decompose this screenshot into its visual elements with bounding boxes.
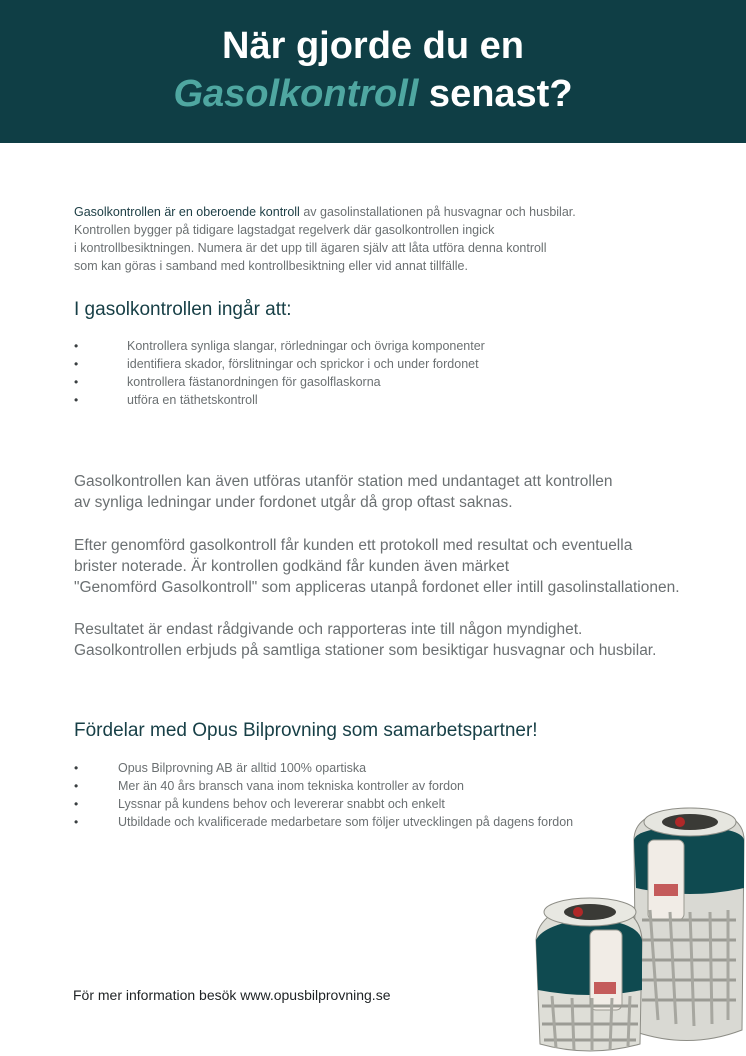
list-item: • Lyssnar på kundens behov och levererar snabbt och enkelt (118, 795, 573, 813)
paragraph-line: "Genomförd Gasolkontroll" som appliceras utanpå fordonet eller intill gasolinstallationen. (74, 579, 680, 596)
intro-line2: Kontrollen bygger på tidigare lagstadgat regelverk där gasolkontrollen ingick (74, 223, 495, 237)
page-title-rest: senast? (418, 73, 573, 115)
paragraph-resultat (74, 619, 734, 661)
intro-line4: som kan göras i samband med kontrollbesiktning eller vid annat tillfälle. (74, 259, 468, 273)
paragraph-line: brister noterade. Är kontrollen godkänd får kunden även märket (74, 558, 510, 575)
list-item: • Opus Bilprovning AB är alltid 100% opartiska (118, 759, 573, 777)
page-title-line1: När gjorde du en (222, 25, 524, 67)
list-item: • kontrollera fästanordningen för gasolflaskorna (127, 373, 485, 391)
ingar-list (127, 337, 485, 409)
intro-line1-rest: av gasolinstallationen på husvagnar och husbilar. (299, 205, 576, 219)
paragraph-protokoll (74, 535, 734, 598)
gas-cylinders-illustration (530, 800, 746, 1056)
list-item: • Mer än 40 års bransch vana inom tekniska kontroller av fordon (118, 777, 573, 795)
fordelar-list (118, 759, 573, 831)
gas-cylinder-back (634, 808, 744, 1041)
intro-lead: Gasolkontrollen är en oberoende kontroll (74, 205, 300, 219)
list-item: • Utbildade och kvalificerade medarbetare som följer utvecklingen på dagens fordon (118, 813, 573, 831)
footer-info: För mer information besök www.opusbilprovning.se (73, 987, 391, 1003)
page-title-accent: Gasolkontroll (173, 73, 419, 115)
page-title-line2 (0, 72, 746, 116)
list-item: • Kontrollera synliga slangar, rörledningar och övriga komponenter (127, 337, 485, 355)
header-banner (0, 0, 746, 143)
intro-paragraph (74, 203, 684, 275)
paragraph-line: av synliga ledningar under fordonet utgår då grop oftast saknas. (74, 494, 513, 511)
paragraph-line: Gasolkontrollen kan även utföras utanför station med undantaget att kontrollen (74, 473, 613, 490)
paragraph-line: Efter genomförd gasolkontroll får kunden ett protokoll med resultat och eventuella (74, 537, 633, 554)
section-heading-ingar: I gasolkontrollen ingår att: (74, 299, 292, 320)
section-heading-fordelar: Fördelar med Opus Bilprovning som samarbetspartner! (74, 720, 538, 741)
intro-line3: i kontrollbesiktningen. Numera är det upp till ägaren själv att låta utföra denna kontroll (74, 241, 547, 255)
gas-cylinder-front (536, 898, 642, 1051)
paragraph-station (74, 471, 734, 513)
list-item: • identifiera skador, förslitningar och sprickor i och under fordonet (127, 355, 485, 373)
paragraph-line: Resultatet är endast rådgivande och rapporteras inte till någon myndighet. (74, 621, 583, 638)
list-item: • utföra en täthetskontroll (127, 391, 485, 409)
paragraph-line: Gasolkontrollen erbjuds på samtliga stationer som besiktigar husvagnar och husbilar. (74, 642, 657, 659)
